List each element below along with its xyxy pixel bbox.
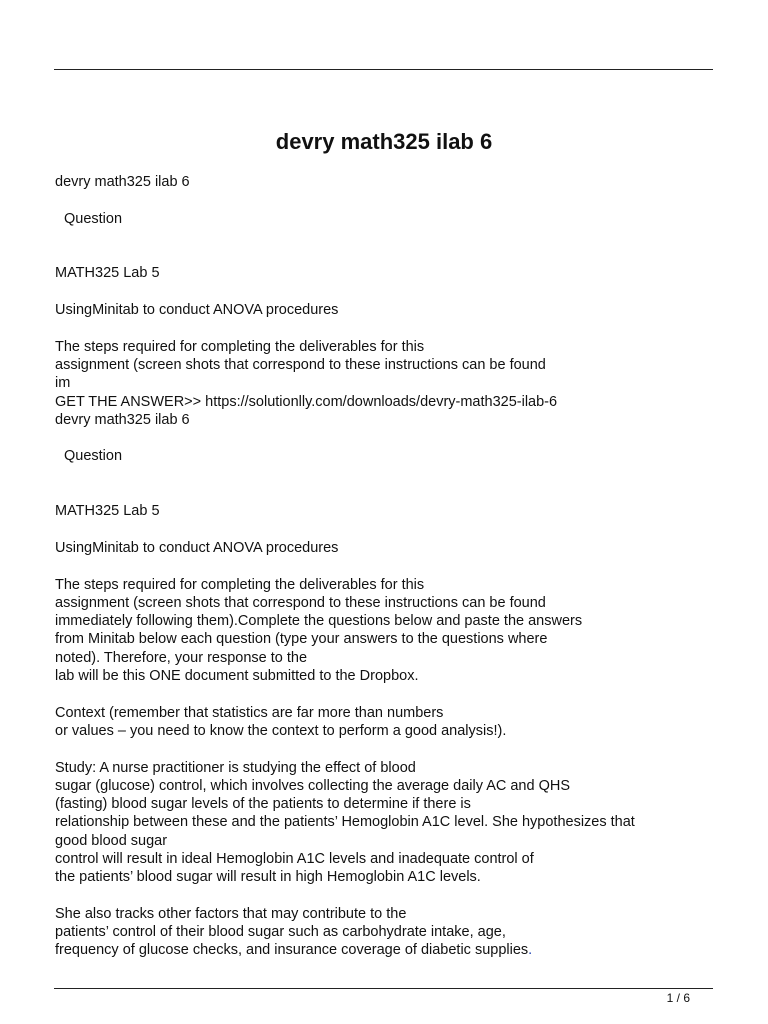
paragraph [55,704,715,741]
trailing-period: . [528,942,533,959]
header-rule [54,69,713,70]
text-line: (fasting) blood sugar levels of the patients to determine if there is [55,796,471,813]
paragraph [55,905,715,960]
paragraph [55,576,715,686]
paragraph [55,447,715,465]
text-line: devry math325 ilab 6 [55,174,190,190]
text-line: She also tracks other factors that may contribute to the [55,905,407,922]
text-line: assignment (screen shots that correspond to these instructions can be found [55,356,546,373]
paragraph [55,301,715,319]
text-line: devry math325 ilab 6 [55,411,190,428]
text-line: assignment (screen shots that correspond to these instructions can be found [55,594,546,611]
text-line: The steps required for completing the deliverables for this [55,338,425,355]
text-line: Question [64,210,123,227]
text-line: MATH325 Lab 5 [55,265,160,282]
text-line: UsingMinitab to conduct ANOVA procedures [55,302,339,319]
paragraph [55,264,715,282]
text-line: control will result in ideal Hemoglobin A1C levels and inadequate control of [55,850,534,867]
text-line: from Minitab below each question (type your answers to the questions where [55,631,548,648]
text-line: im [55,375,71,392]
text-line: noted). Therefore, your response to the [55,649,308,666]
text-line: Question [64,448,123,465]
text-line: the patients’ blood sugar will result in high Hemoglobin A1C levels. [55,869,481,886]
document-title: devry math325 ilab 6 [275,129,493,154]
paragraph [55,539,715,557]
text-line: immediately following them).Complete the questions below and paste the answers [55,613,583,630]
paragraph [55,502,715,520]
text-line: lab will be this ONE document submitted to the Dropbox. [55,668,419,685]
page-indicator: 1 / 6 [666,991,690,1005]
text-line: patients’ control of their blood sugar such as carbohydrate intake, age, [55,924,506,941]
paragraph [55,759,715,887]
text-line: Study: A nurse practitioner is studying the effect of blood [55,759,416,776]
paragraph [55,338,715,429]
text-line-content: frequency of glucose checks, and insurance coverage of diabetic supplies [55,942,529,959]
paragraph [55,210,715,228]
text-line: Context (remember that statistics are far more than numbers [55,704,444,721]
text-line: The steps required for completing the deliverables for this [55,576,425,593]
text-line: MATH325 Lab 5 [55,503,160,520]
text-line: or values – you need to know the context to perform a good analysis!). [55,722,507,739]
text-line: GET THE ANSWER>> https://solutionlly.com/downloads/devry-math325-ilab-6 [55,393,558,410]
text-line: relationship between these and the patients’ Hemoglobin A1C level. She hypothesizes that [55,814,635,831]
text-line [55,941,715,959]
document-body [55,173,715,978]
footer-rule [54,988,713,989]
text-line: UsingMinitab to conduct ANOVA procedures [55,539,339,556]
text-line: sugar (glucose) control, which involves collecting the average daily AC and QHS [55,777,571,794]
paragraph [55,173,715,191]
text-line: good blood sugar [55,832,168,849]
